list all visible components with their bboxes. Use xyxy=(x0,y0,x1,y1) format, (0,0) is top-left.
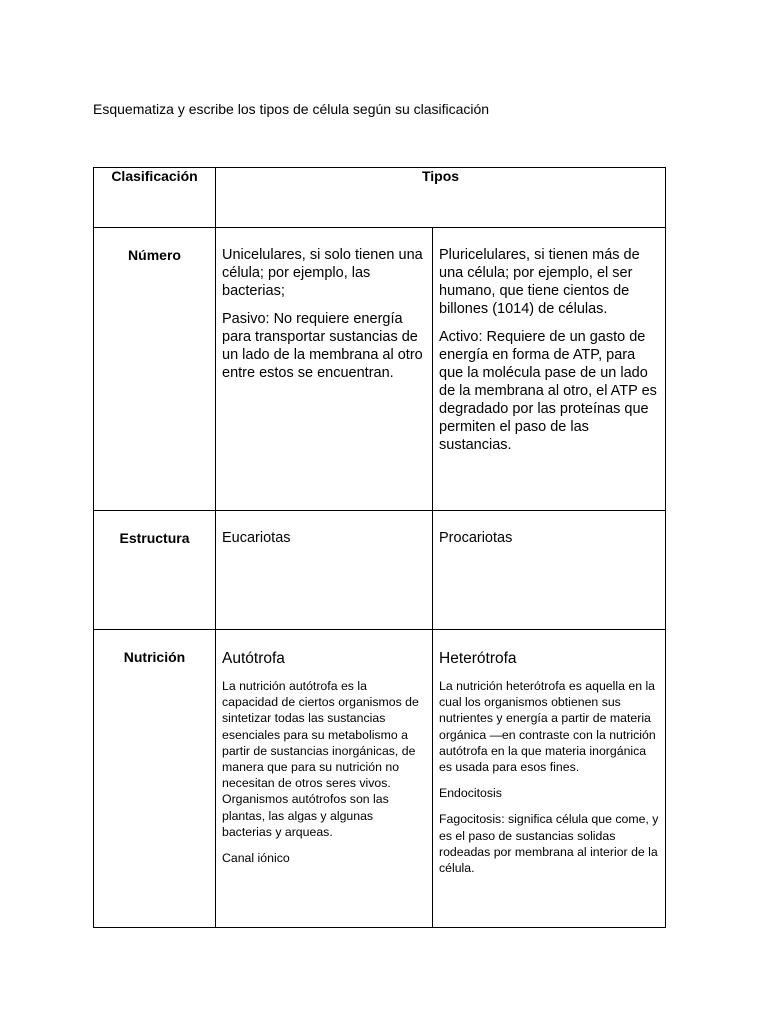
row-label-numero: Número xyxy=(94,228,216,511)
heterotrofa-title: Heterótrofa xyxy=(439,650,517,667)
autotrofa-para-1: La nutrición autótrofa es la capacidad de ciertos organismos de sintetizar todas las sustancias esenciales para su metabolismo a partir de sustancias inorgánicas, de manera que para su nutrición no necesitan de otros seres vivos. Organismos autótrofos son las plantas, las algas y algunas bacterias y arqueas. xyxy=(222,679,419,839)
numero-right-para-1: Pluricelulares, si tienen más de una célula; por ejemplo, el ser humano, que tiene cientos de billones (1014) de células. xyxy=(439,247,640,317)
table-row-numero xyxy=(94,228,666,511)
table-header-row xyxy=(94,168,666,228)
numero-left-cell xyxy=(216,228,433,511)
classification-table xyxy=(93,167,666,928)
numero-right-para-2: Activo: Requiere de un gasto de energía en forma de ATP, para que la molécula pase de un lado de la membrana al otro, el ATP es degradado por las proteínas que permiten el paso de las sustancias. xyxy=(439,329,657,453)
nutricion-right-cell xyxy=(433,630,666,928)
header-types: Tipos xyxy=(216,168,666,228)
instruction-text: Esquematiza y escribe los tipos de célula según su clasificación xyxy=(93,101,490,117)
row-label-estructura: Estructura xyxy=(94,511,216,630)
heterotrofa-para-3: Fagocitosis: significa célula que come, y es el paso de sustancias solidas rodeadas por membrana al interior de la célula. xyxy=(439,812,659,876)
estructura-left-cell xyxy=(216,511,433,630)
heterotrofa-para-2: Endocitosis xyxy=(439,786,502,801)
row-label-nutricion: Nutrición xyxy=(94,630,216,928)
autotrofa-para-2: Canal iónico xyxy=(222,851,290,866)
table-row-nutricion xyxy=(94,630,666,928)
header-classification: Clasificación xyxy=(94,168,216,228)
estructura-right-cell xyxy=(433,511,666,630)
autotrofa-title: Autótrofa xyxy=(222,650,285,667)
nutricion-left-cell xyxy=(216,630,433,928)
numero-left-para-2: Pasivo: No requiere energía para transportar sustancias de un lado de la membrana al otro entre estos se encuentran. xyxy=(222,311,423,381)
estructura-left-text: Eucariotas xyxy=(222,530,291,546)
table-row-estructura xyxy=(94,511,666,630)
estructura-right-text: Procariotas xyxy=(439,530,513,546)
heterotrofa-para-1: La nutrición heterótrofa es aquella en la cual los organismos obtienen sus nutrientes y energía a partir de materia orgánica —en contraste con la nutrición autótrofa en la que materia inorgánica es usada para esos fines. xyxy=(439,679,656,775)
numero-left-para-1: Unicelulares, si solo tienen una célula; por ejemplo, las bacterias; xyxy=(222,247,423,299)
numero-right-cell xyxy=(433,228,666,511)
